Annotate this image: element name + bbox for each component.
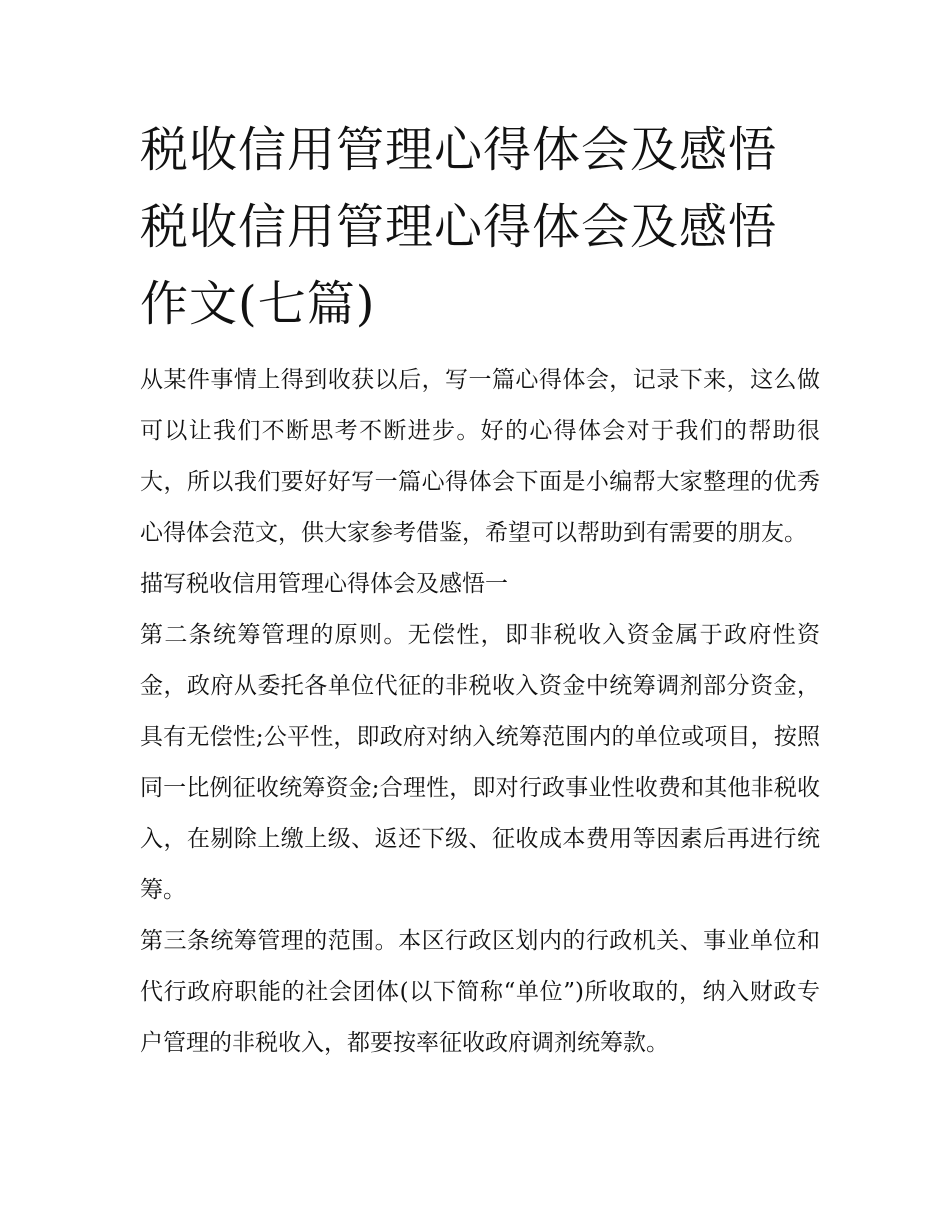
title-line-3: 作文(七篇) bbox=[140, 276, 376, 332]
document-title bbox=[140, 112, 820, 343]
intro-paragraph: 从某件事情上得到收获以后，写一篇心得体会，记录下来，这么做可以让我们不断思考不断进步。好的心得体会对于我们的帮助很大，所以我们要好好写一篇心得体会下面是小编帮大家整理的优秀心得体会范文，供大家参考借鉴，希望可以帮助到有需要的朋友。 bbox=[140, 367, 820, 546]
document-body bbox=[140, 355, 820, 1069]
document-content bbox=[140, 112, 820, 1069]
section-heading: 描写税收信用管理心得体会及感悟一 bbox=[140, 571, 508, 597]
article-3-paragraph: 第三条统筹管理的范围。本区行政区划内的行政机关、事业单位和代行政府职能的社会团体(以下简称“单位”)所收取的，纳入财政专户管理的非税收入，都要按率征收政府调剂统筹款。 bbox=[140, 928, 820, 1056]
article-2-paragraph: 第二条统筹管理的原则。无偿性，即非税收入资金属于政府性资金，政府从委托各单位代征的非税收入资金中统筹调剂部分资金，具有无偿性;公平性，即政府对纳入统筹范围内的单位或项目，按照同一比例征收统筹资金;合理性，即对行政事业性收费和其他非税收入，在剔除上缴上级、返还下级、征收成本费用等因素后再进行统筹。 bbox=[140, 622, 820, 903]
title-line-1: 税收信用管理心得体会及感悟 bbox=[140, 122, 778, 178]
title-line-2: 税收信用管理心得体会及感悟 bbox=[140, 199, 778, 255]
